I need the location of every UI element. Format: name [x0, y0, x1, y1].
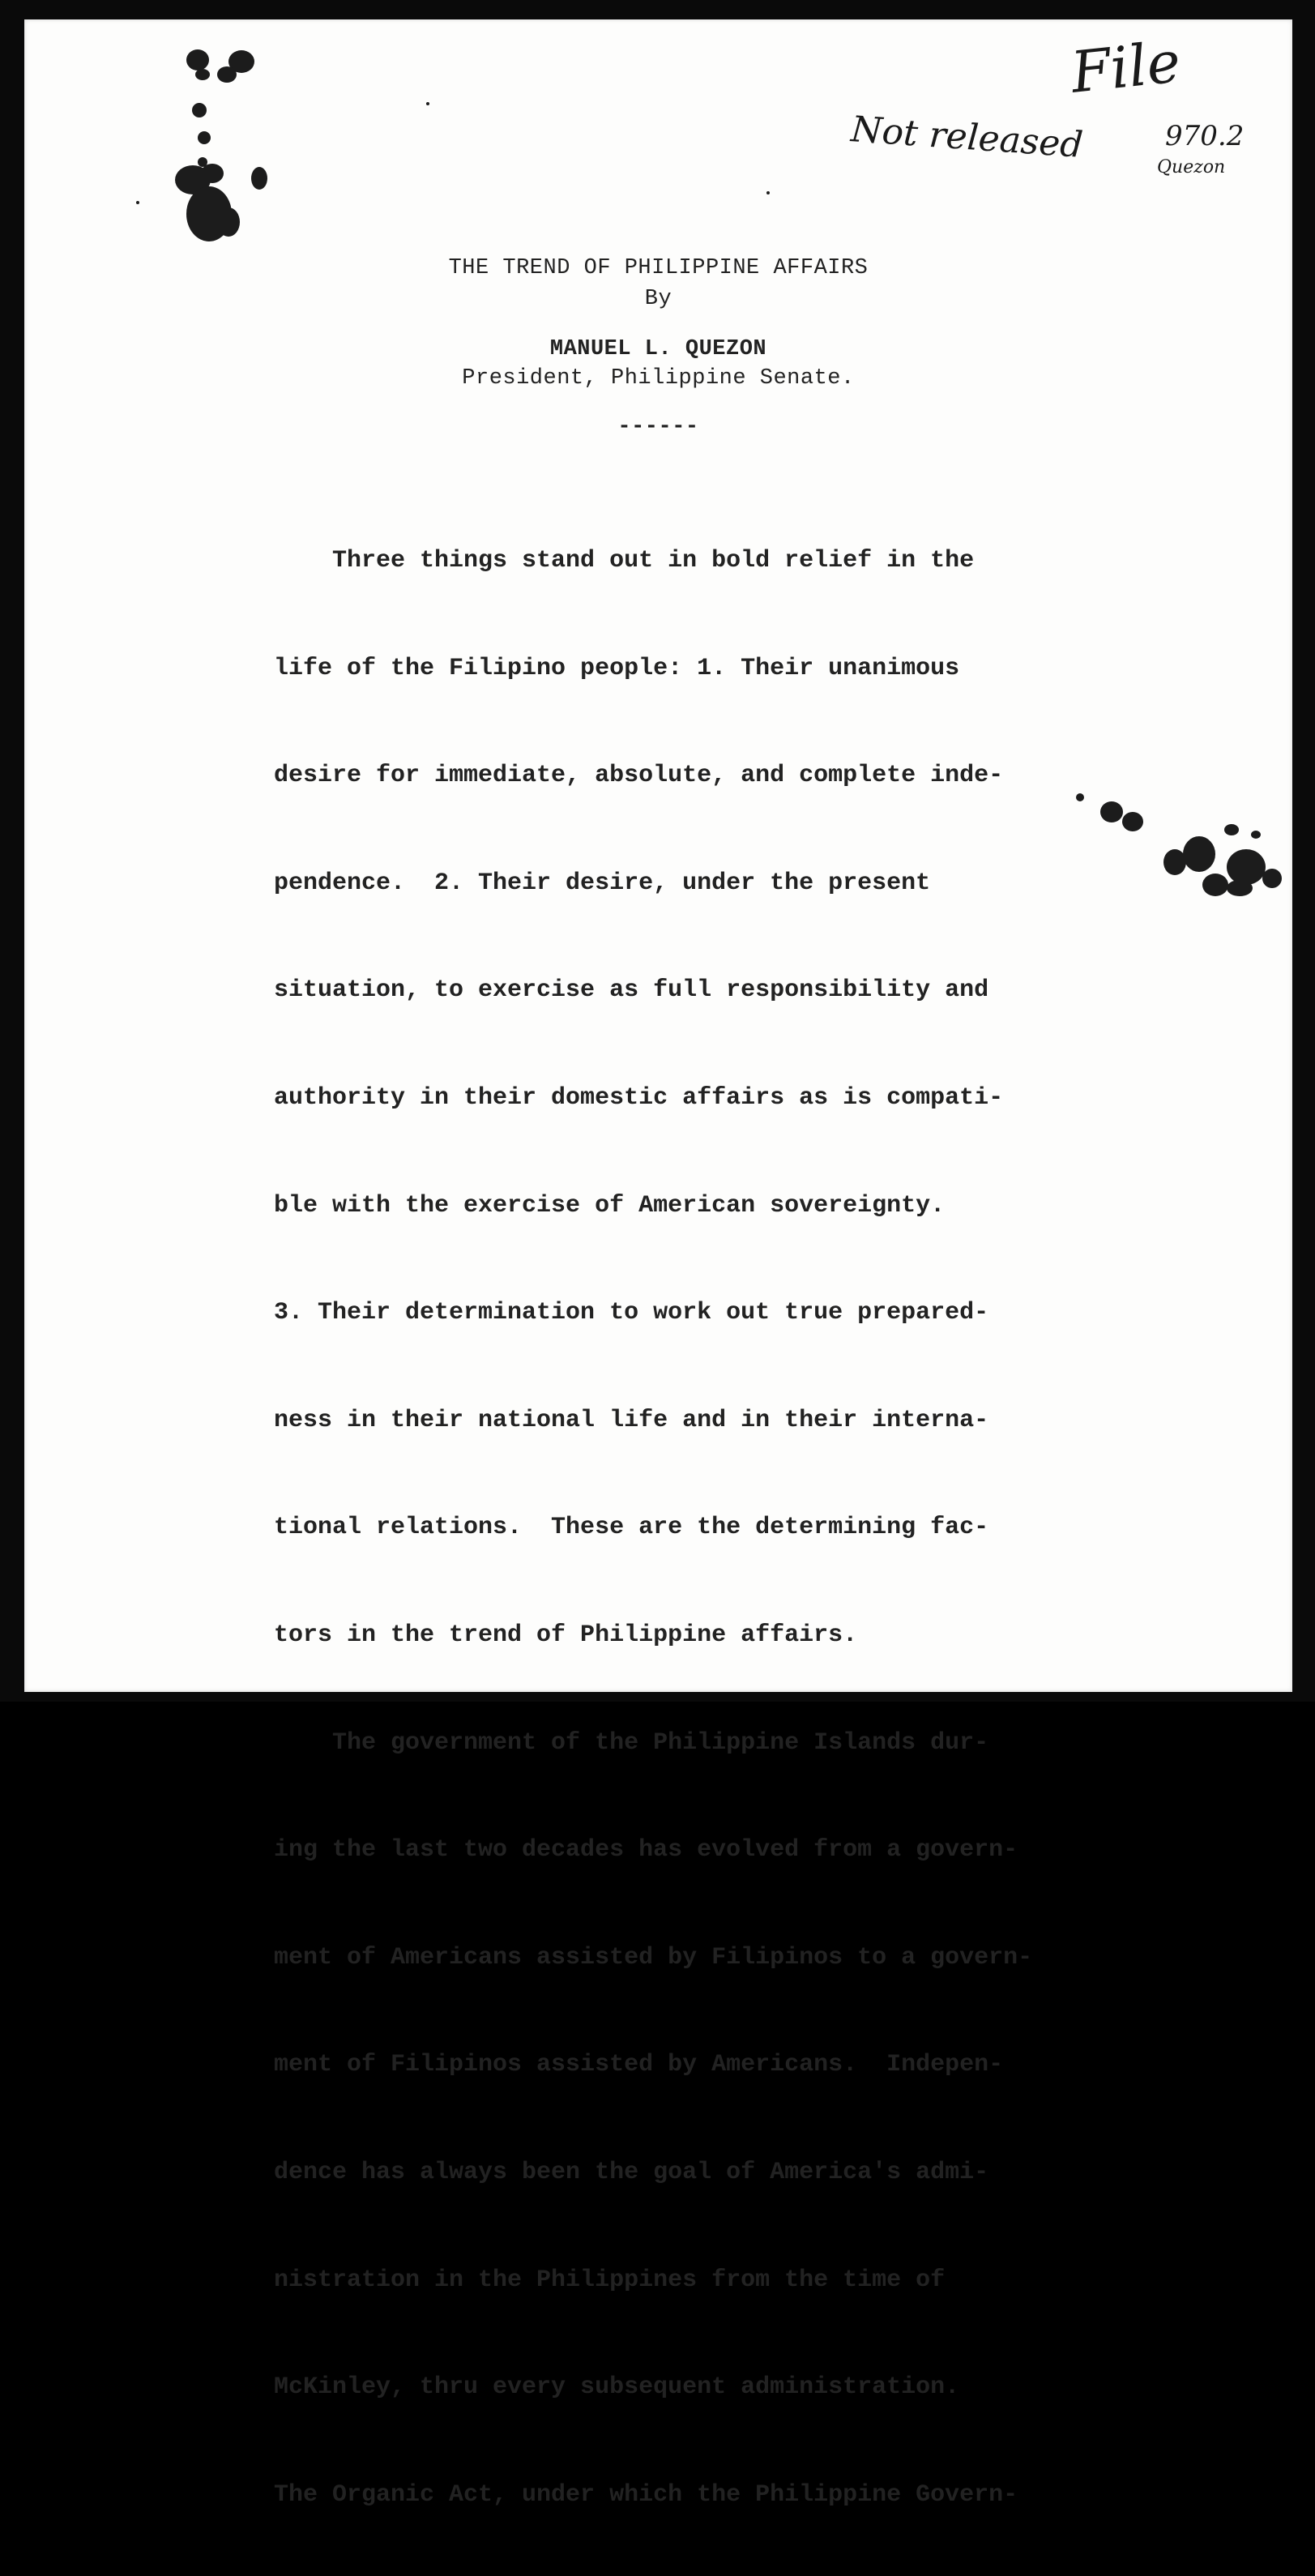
body-line: desire for immediate, absolute, and complete inde- [274, 762, 1004, 790]
author-position: President, Philippine Senate. [462, 366, 855, 391]
body-line: nistration in the Philippines from the time of [274, 2266, 946, 2294]
body-line: ment of Filipinos assisted by Americans. Indepen- [274, 2051, 1004, 2079]
body-line: ness in their national life and in their interna- [274, 1406, 989, 1434]
body-line: McKinley, thru every subsequent administration. [274, 2373, 960, 2402]
body-line: situation, to exercise as full responsibility and [274, 976, 989, 1005]
body-line: The government of the Philippine Islands dur- [274, 1728, 989, 1757]
byline: By [644, 287, 672, 311]
handwritten-file-mark: File [1068, 28, 1184, 106]
body-line: 3. Their determination to work out true prepared- [274, 1299, 989, 1327]
body-line: life of the Filipino people: 1. Their unanimous [274, 654, 960, 682]
author-name: MANUEL L. QUEZON [549, 337, 767, 361]
body-line: dence has always been the goal of America's admi- [274, 2158, 989, 2186]
body-line: pendence. 2. Their desire, under the present [274, 869, 931, 897]
document-page [24, 19, 1292, 2509]
handwritten-not-released: Not released [849, 109, 1085, 166]
document-title: THE TREND OF PHILIPPINE AFFAIRS [448, 256, 869, 280]
body-line: Three things stand out in bold relief in the [274, 547, 975, 575]
body-text [274, 480, 1116, 2576]
body-line: The Organic Act, under which the Philippine Govern- [274, 2480, 1018, 2509]
handwritten-file-subject: Quezon [1157, 157, 1226, 177]
body-line: authority in their domestic affairs as is compati- [274, 1083, 1004, 1112]
handwritten-file-number: 970.2 [1165, 120, 1245, 152]
body-line: ment of Americans assisted by Filipinos to a govern- [274, 1943, 1033, 1972]
body-line: ble with the exercise of American sovereignty. [274, 1191, 946, 1220]
body-line: ing the last two decades has evolved from a govern- [274, 1836, 1018, 1865]
header-divider: ------ [617, 415, 699, 439]
body-line: tional relations. These are the determining fac- [274, 1514, 989, 1542]
body-line: tors in the trend of Philippine affairs. [274, 1621, 858, 1649]
